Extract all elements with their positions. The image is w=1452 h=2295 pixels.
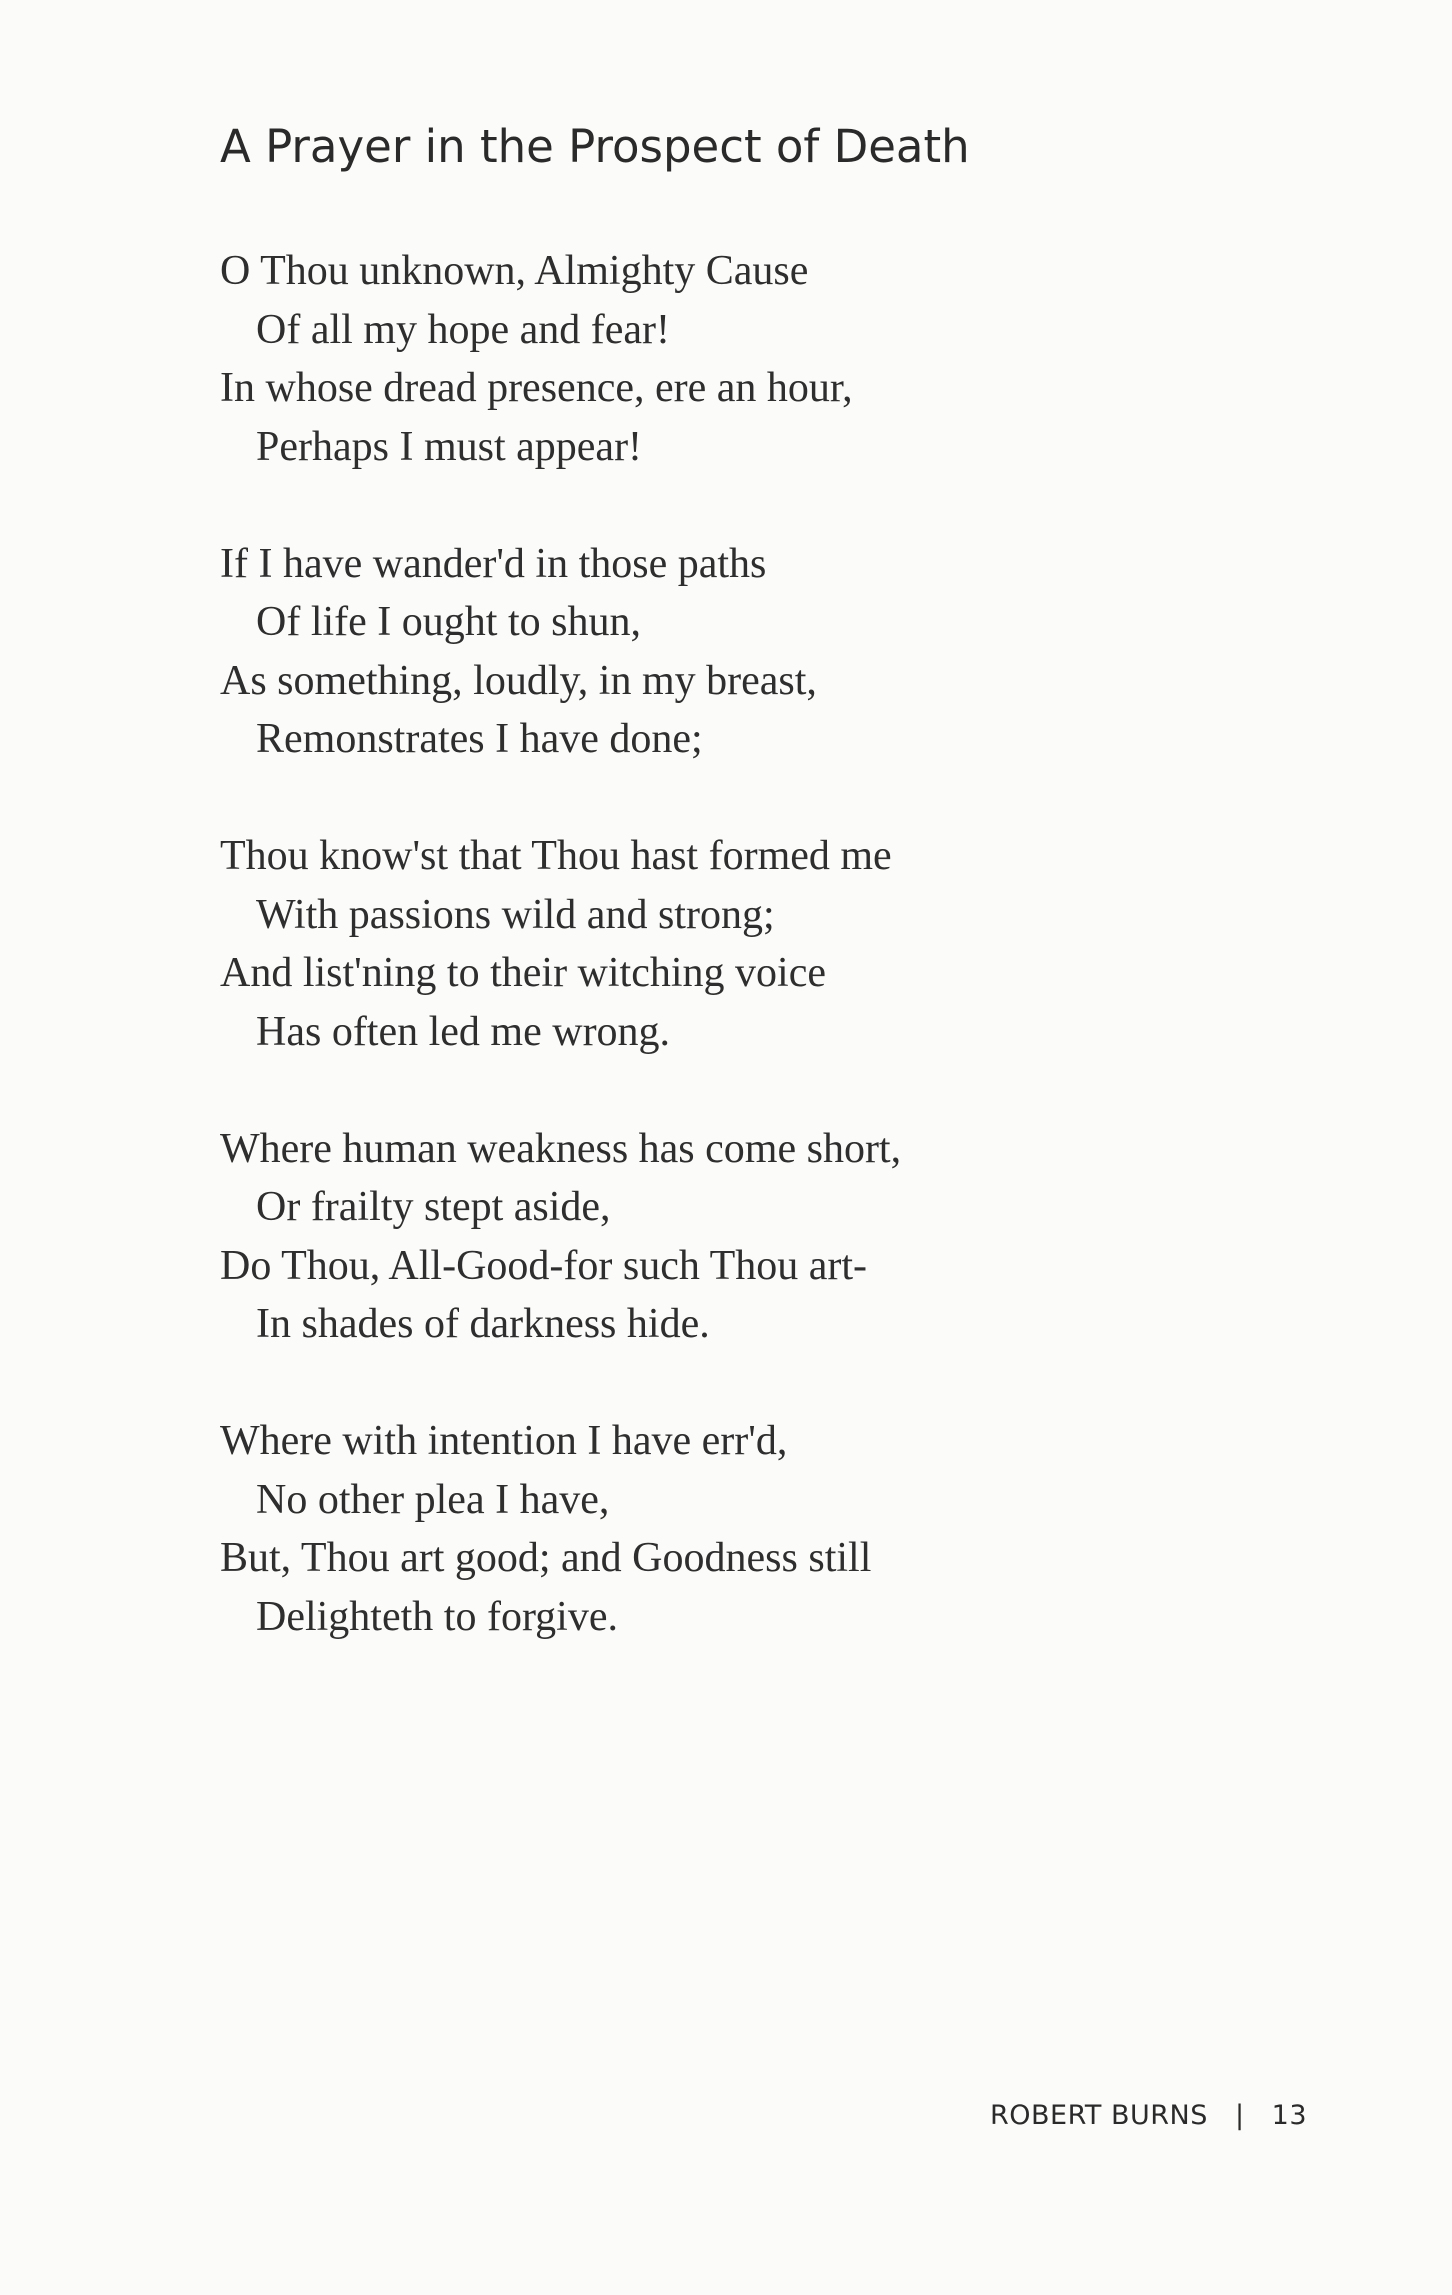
- poem-line: Where with intention I have err'd,: [220, 1418, 788, 1464]
- poem-title: A Prayer in the Prospect of Death: [220, 120, 970, 173]
- poem-line: Do Thou, All-Good-for such Thou art-: [220, 1242, 868, 1289]
- poem-line: No other plea I have,: [256, 1476, 610, 1523]
- poem-line: If I have wander'd in those paths: [220, 540, 767, 587]
- stanza-5: [220, 1412, 1320, 1646]
- poem-line: Remonstrates I have done;: [256, 716, 703, 762]
- stanza-3: [220, 827, 1320, 1061]
- stanza-2: [220, 535, 1320, 769]
- poem-line: But, Thou art good; and Goodness still: [220, 1535, 872, 1581]
- poem-line: In whose dread presence, ere an hour,: [220, 365, 853, 411]
- poem-line: And list'ning to their witching voice: [220, 950, 826, 996]
- footer-author: ROBERT BURNS: [989, 2100, 1208, 2131]
- poem-line: With passions wild and strong;: [256, 891, 775, 938]
- poem-line: Or frailty stept aside,: [256, 1184, 611, 1230]
- poem-line: Delighteth to forgive.: [256, 1593, 618, 1640]
- poem-line: Where human weakness has come short,: [220, 1125, 902, 1172]
- page-footer: [990, 2100, 1307, 2131]
- poem-line: Perhaps I must appear!: [256, 423, 643, 470]
- stanza-1: [220, 242, 1320, 476]
- poem-line: As something, loudly, in my breast,: [220, 657, 817, 704]
- poem-line: O Thou unknown, Almighty Cause: [220, 248, 809, 294]
- poem-line: Thou know'st that Thou hast formed me: [220, 833, 892, 879]
- poem-line: Of all my hope and fear!: [256, 306, 670, 353]
- stanza-4: [220, 1120, 1320, 1354]
- footer-separator: |: [1234, 2100, 1245, 2131]
- poem-body: [220, 242, 1320, 1705]
- poem-line: Has often led me wrong.: [256, 1008, 671, 1055]
- page-number: 13: [1271, 2100, 1307, 2131]
- poem-line: Of life I ought to shun,: [256, 599, 641, 645]
- poem-line: In shades of darkness hide.: [256, 1301, 710, 1347]
